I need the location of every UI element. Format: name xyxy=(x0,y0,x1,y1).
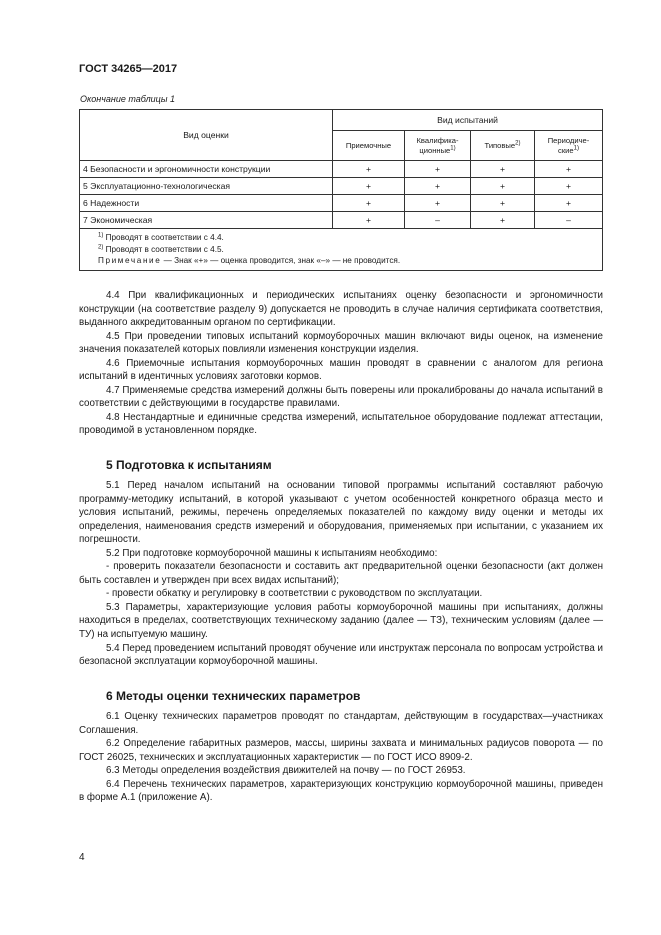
page-number: 4 xyxy=(79,852,85,863)
paragraph: 6.3 Методы определения воздействия движителей на почву — по ГОСТ 26953. xyxy=(106,765,466,777)
section-6-text xyxy=(79,710,603,805)
paragraph: - провести обкатку и регулировку в соответствии с руководством по эксплуатации. xyxy=(106,588,483,600)
paragraph: 5.1 Перед началом испытаний на основании типовой программы испытаний составляют рабочую программу-методику испытаний, в которой указывают с учетом особенностей конкретного образца место и условия испытаний, режимы, перечень определяемых показателей по каждому виду оценки и методы их определения, наименования средств измерений и оборудования, применяемых при испытании, с указанием их погрешности. xyxy=(79,480,603,546)
row-name: 5 Эксплуатационно-технологическая xyxy=(80,178,333,195)
row-name: 4 Безопасности и эргономичности конструкции xyxy=(80,161,333,178)
row-name: 7 Экономическая xyxy=(80,212,333,229)
row-name: 6 Надежности xyxy=(80,195,333,212)
footnote-2: $^{2)}$ Проводят в соответствии с 4.5. xyxy=(98,243,224,254)
paragraph: 4.5 При проведении типовых испытаний кормоуборочных машин включают виды оценок, на изменение значения показателей которых повлияли изменения конструкции изделия. xyxy=(79,330,603,356)
row-mark: + xyxy=(405,178,471,195)
paragraph: 4.7 Применяемые средства измерений должны быть поверены или прокалиброваны до начала испытаний в соответствии с действующими в государстве правилами. xyxy=(79,384,603,410)
paragraph: 5.4 Перед проведением испытаний проводят обучение или инструктаж персонала по вопросам устройства и безопасной эксплуатации кормоуборочной машины. xyxy=(79,642,603,668)
evaluation-table xyxy=(79,109,603,271)
row-mark: + xyxy=(333,212,405,229)
table-row xyxy=(80,212,603,229)
paragraph: 6.4 Перечень технических параметров, характеризующих конструкцию кормоуборочной машины, приведен в форме А.1 (приложение А). xyxy=(79,778,603,804)
table-row xyxy=(80,195,603,212)
paragraph: 4.8 Нестандартные и единичные средства измерений, испытательное оборудование подлежат аттестации, проводимой в установленном порядке. xyxy=(79,411,603,437)
table-notes xyxy=(80,229,603,271)
paragraph: 5.2 При подготовке кормоуборочной машины к испытаниям необходимо: xyxy=(106,547,438,559)
table-caption: Окончание таблицы 1 xyxy=(80,94,175,104)
table-note: Примечание — Знак «+» — оценка проводится, знак «–» — не проводится. xyxy=(98,256,401,265)
section-4-text xyxy=(79,289,603,438)
paragraph: 4.4 При квалификационных и периодических испытаниях оценку безопасности и эргономичности конструкции (на соответствие разделу 9) допускается не проводить в случае наличия сертификата соответствия, выданного аккредитованным органом по сертификации. xyxy=(79,290,603,329)
col-header-periodic: Периодиче- ские$^{1)}$ xyxy=(535,131,603,161)
row-mark: – xyxy=(405,212,471,229)
row-mark: + xyxy=(471,195,535,212)
section-6-heading: 6 Методы оценки технических параметров xyxy=(106,689,361,703)
col-header-evaluation-type: Вид оценки xyxy=(80,110,333,161)
row-mark: + xyxy=(471,161,535,178)
col-header-acceptance: Приемочные xyxy=(333,131,405,161)
row-mark: + xyxy=(405,195,471,212)
row-mark: + xyxy=(405,161,471,178)
table-row xyxy=(80,161,603,178)
section-5-heading: 5 Подготовка к испытаниям xyxy=(106,458,272,472)
paragraph: 6.1 Оценку технических параметров проводят по стандартам, действующим в государствах—участниках Соглашения. xyxy=(79,711,603,736)
row-mark: + xyxy=(471,212,535,229)
table-row xyxy=(80,178,603,195)
col-header-qualification: Квалифика- ционные$^{1)}$ xyxy=(405,131,471,161)
row-mark: – xyxy=(535,212,603,229)
paragraph: - проверить показатели безопасности и составить акт предварительной оценки безопасности (акт должен быть составлен и утвержден при всех видах испытаний); xyxy=(79,561,603,586)
row-mark: + xyxy=(535,161,603,178)
row-mark: + xyxy=(333,178,405,195)
section-5-text xyxy=(79,479,603,669)
paragraph: 4.6 Приемочные испытания кормоуборочных машин проводят в сравнении с аналогом для региона испытаний в идентичных условиях заготовки кормов. xyxy=(79,357,603,383)
paragraph: 6.2 Определение габаритных размеров, массы, ширины захвата и минимальных радиусов поворота — по ГОСТ 26025, технических и эксплуатационных характеристик — по ГОСТ ИСО 8909-2. xyxy=(79,738,603,763)
footnote-1: $^{1)}$ Проводят в соответствии с 4.4. xyxy=(98,232,224,242)
col-header-type: Типовые$^{2)}$ xyxy=(471,131,535,161)
document-header: ГОСТ 34265—2017 xyxy=(79,63,178,75)
row-mark: + xyxy=(535,195,603,212)
row-mark: + xyxy=(333,161,405,178)
col-group-test-types: Вид испытаний xyxy=(333,110,603,131)
row-mark: + xyxy=(471,178,535,195)
row-mark: + xyxy=(535,178,603,195)
paragraph: 5.3 Параметры, характеризующие условия работы кормоуборочной машины при испытаниях, должны находиться в пределах, соответствующих техническому заданию (далее — ТЗ), техническим условиям (далее — ТУ) на испытуемую машину. xyxy=(79,601,603,641)
row-mark: + xyxy=(333,195,405,212)
